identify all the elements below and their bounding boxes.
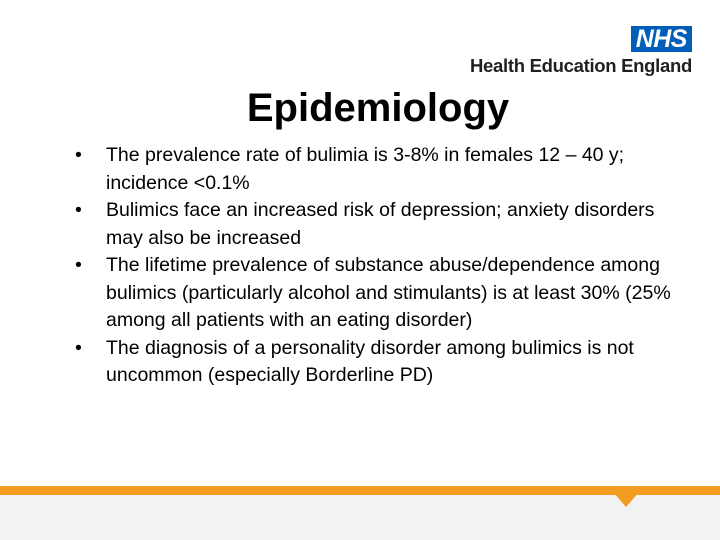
bullet-item <box>75 197 690 252</box>
footer-accent-bar <box>0 486 720 495</box>
bullet-symbol: • <box>75 199 82 221</box>
nhs-badge: NHS <box>631 26 692 52</box>
nhs-logo <box>470 26 692 76</box>
bullet-symbol: • <box>75 254 82 276</box>
bullet-list <box>75 142 690 390</box>
bullet-text: The lifetime prevalence of substance abuse/dependence among bulimics (particularly alcohol and stimulants) is at least 30% (25% among all patients with an eating disorder) <box>106 254 671 331</box>
bullet-text: Bulimics face an increased risk of depression; anxiety disorders may also be increased <box>106 199 655 249</box>
bullet-item <box>75 142 690 197</box>
footer-area <box>0 495 720 540</box>
bullet-item <box>75 252 690 335</box>
slide-title: Epidemiology <box>246 86 510 130</box>
footer-notch <box>613 492 639 507</box>
bullet-text: The diagnosis of a personality disorder among bulimics is not uncommon (especially Borderline PD) <box>106 336 634 386</box>
bullet-symbol: • <box>75 336 82 359</box>
bullet-item <box>75 335 690 390</box>
bullet-text: The prevalence rate of bulimia is 3-8% in females 12 – 40 y; incidence <0.1% <box>106 144 625 194</box>
organization-name: Health Education England <box>469 55 692 76</box>
bullet-symbol: • <box>75 144 82 166</box>
